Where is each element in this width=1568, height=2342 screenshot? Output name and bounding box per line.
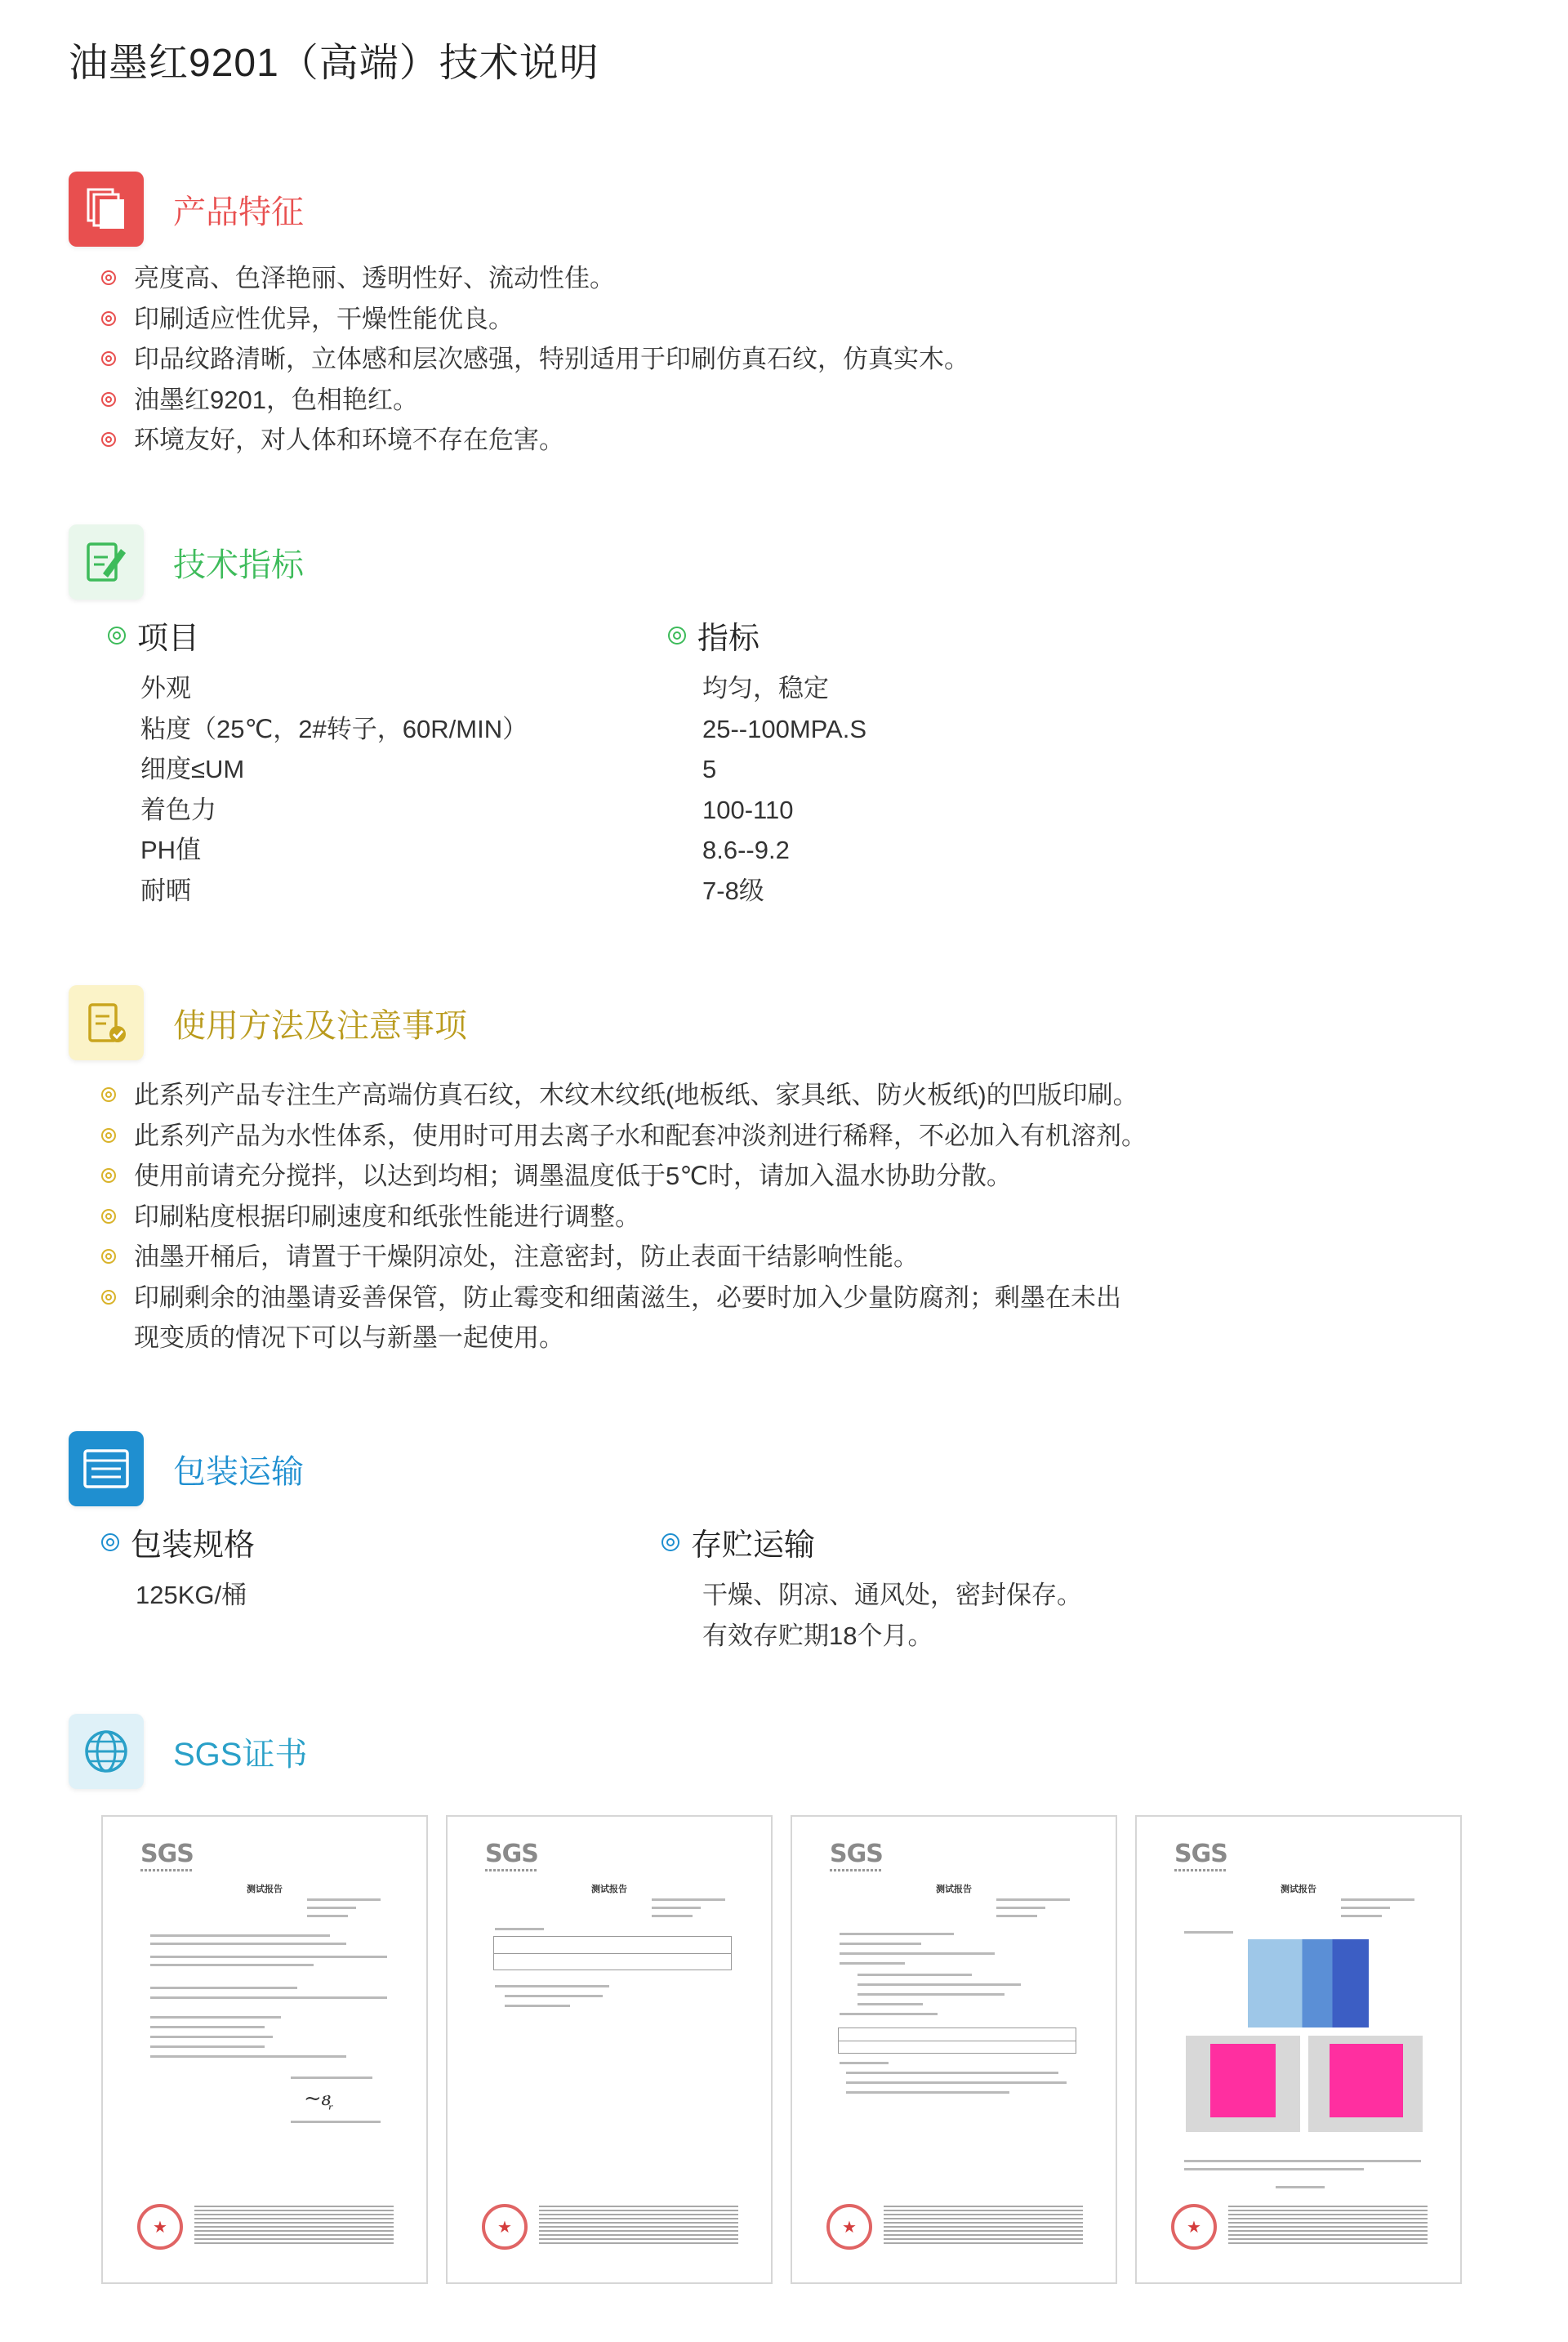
- specs-col-header-item: 项目: [108, 613, 199, 658]
- report-title: 测试报告: [591, 1885, 627, 1894]
- list-item: 油墨开桶后，请置于干燥阴凉处，注意密封，防止表面干结影响性能。: [98, 1237, 1147, 1278]
- list-item: 此系列产品为水性体系，使用时可用去离子水和配套冲淡剂进行稀释，不必加入有机溶剂。: [98, 1116, 1147, 1157]
- section-usage-header: [69, 985, 467, 1060]
- section-features-header: [69, 172, 304, 247]
- list-item: 7-8级: [702, 876, 764, 905]
- list-item: 印刷剩余的油墨请妥善保管，防止霉变和细菌滋生，必要时加入少量防腐剂；剩墨在未出: [98, 1278, 1147, 1318]
- list-item: 使用前请充分搅拌，以达到均相；调墨温度低于5℃时，请加入温水协助分散。: [98, 1156, 1147, 1197]
- section-sgs-header: [69, 1714, 307, 1789]
- list-item: 8.6--9.2: [702, 836, 790, 864]
- list-item: 亮度高、色泽艳丽、透明性好、流动性佳。: [98, 258, 969, 299]
- list-item: 环境友好，对人体和环境不存在危害。: [98, 420, 969, 461]
- list-item: 5: [702, 755, 717, 783]
- section-title: 使用方法及注意事项: [173, 1007, 467, 1044]
- section-title: 产品特征: [173, 194, 304, 230]
- section-specs-header: [69, 524, 304, 600]
- clipboard-check-icon: [69, 985, 144, 1060]
- report-title: 测试报告: [247, 1885, 283, 1894]
- list-item: 粘度（25℃，2#转子，60R/MIN）: [140, 714, 528, 743]
- list-item: 干燥、阴凉、通风处，密封保存。: [702, 1581, 1082, 1609]
- report-title: 测试报告: [936, 1885, 972, 1894]
- sgs-certificate-2[interactable]: [446, 1815, 773, 2284]
- page-title: 油墨红9201（高端）技术说明: [69, 42, 599, 85]
- list-item: 印刷粘度根据印刷速度和纸张性能进行调整。: [98, 1197, 1147, 1238]
- list-item: PH值: [140, 836, 202, 864]
- seal-icon: [137, 2204, 183, 2250]
- edit-document-icon: [69, 524, 144, 600]
- list-item: 100-110: [702, 795, 794, 824]
- section-title: SGS证书: [173, 1736, 308, 1773]
- seal-icon: [826, 2204, 872, 2250]
- seal-icon: [1171, 2204, 1217, 2250]
- list-item: 印品纹路清晰，立体感和层次感强，特别适用于印刷仿真石纹，仿真实木。: [98, 339, 969, 380]
- specs-items: [140, 668, 528, 911]
- specs-values: [702, 668, 866, 911]
- list-item: 25--100MPA.S: [702, 714, 867, 743]
- seal-icon: [482, 2204, 528, 2250]
- packaging-col-header-spec: 包装规格: [101, 1519, 255, 1564]
- section-packaging-header: [69, 1431, 304, 1506]
- list-item: 现变质的情况下可以与新墨一起使用。: [134, 1323, 564, 1352]
- section-title: 技术指标: [173, 546, 304, 583]
- packaging-storage-list: [702, 1575, 1082, 1656]
- packaging-col-header-storage: 存贮运输: [662, 1519, 815, 1564]
- list-item: 印刷适应性优异，干燥性能优良。: [98, 299, 969, 340]
- usage-list: [98, 1075, 1147, 1358]
- section-title: 包装运输: [173, 1453, 304, 1490]
- list-item: 油墨红9201，色相艳红。: [98, 380, 969, 421]
- list-panel-icon: [69, 1431, 144, 1506]
- list-item: 有效存贮期18个月。: [702, 1621, 933, 1650]
- sgs-logo: SGS: [140, 1840, 194, 1868]
- packaging-spec-list: [136, 1575, 247, 1616]
- sgs-certificate-1[interactable]: SGS 测试报告 ~ᴕ᷊ ★: [101, 1815, 428, 2284]
- list-item: 125KG/桶: [136, 1581, 247, 1609]
- sgs-logo: SGS: [1174, 1840, 1227, 1868]
- list-item: 均匀，稳定: [702, 674, 829, 703]
- sgs-logo: SGS: [485, 1840, 538, 1868]
- list-item: 耐晒: [140, 876, 191, 905]
- specs-col-header-value: 指标: [668, 613, 760, 658]
- features-list: [98, 258, 969, 461]
- list-item: 此系列产品专注生产高端仿真石纹，木纹木纹纸(地板纸、家具纸、防火板纸)的凹版印刷。: [98, 1075, 1147, 1116]
- list-item: 细度≤UM: [140, 755, 245, 783]
- list-item: 外观: [140, 674, 191, 703]
- report-title: 测试报告: [1281, 1885, 1316, 1894]
- sgs-certificate-4[interactable]: [1135, 1815, 1462, 2284]
- sgs-logo: SGS: [830, 1840, 883, 1868]
- list-item: 着色力: [140, 795, 216, 824]
- globe-icon: [69, 1714, 144, 1789]
- sgs-certificate-3[interactable]: [791, 1815, 1117, 2284]
- documents-icon: [69, 172, 144, 247]
